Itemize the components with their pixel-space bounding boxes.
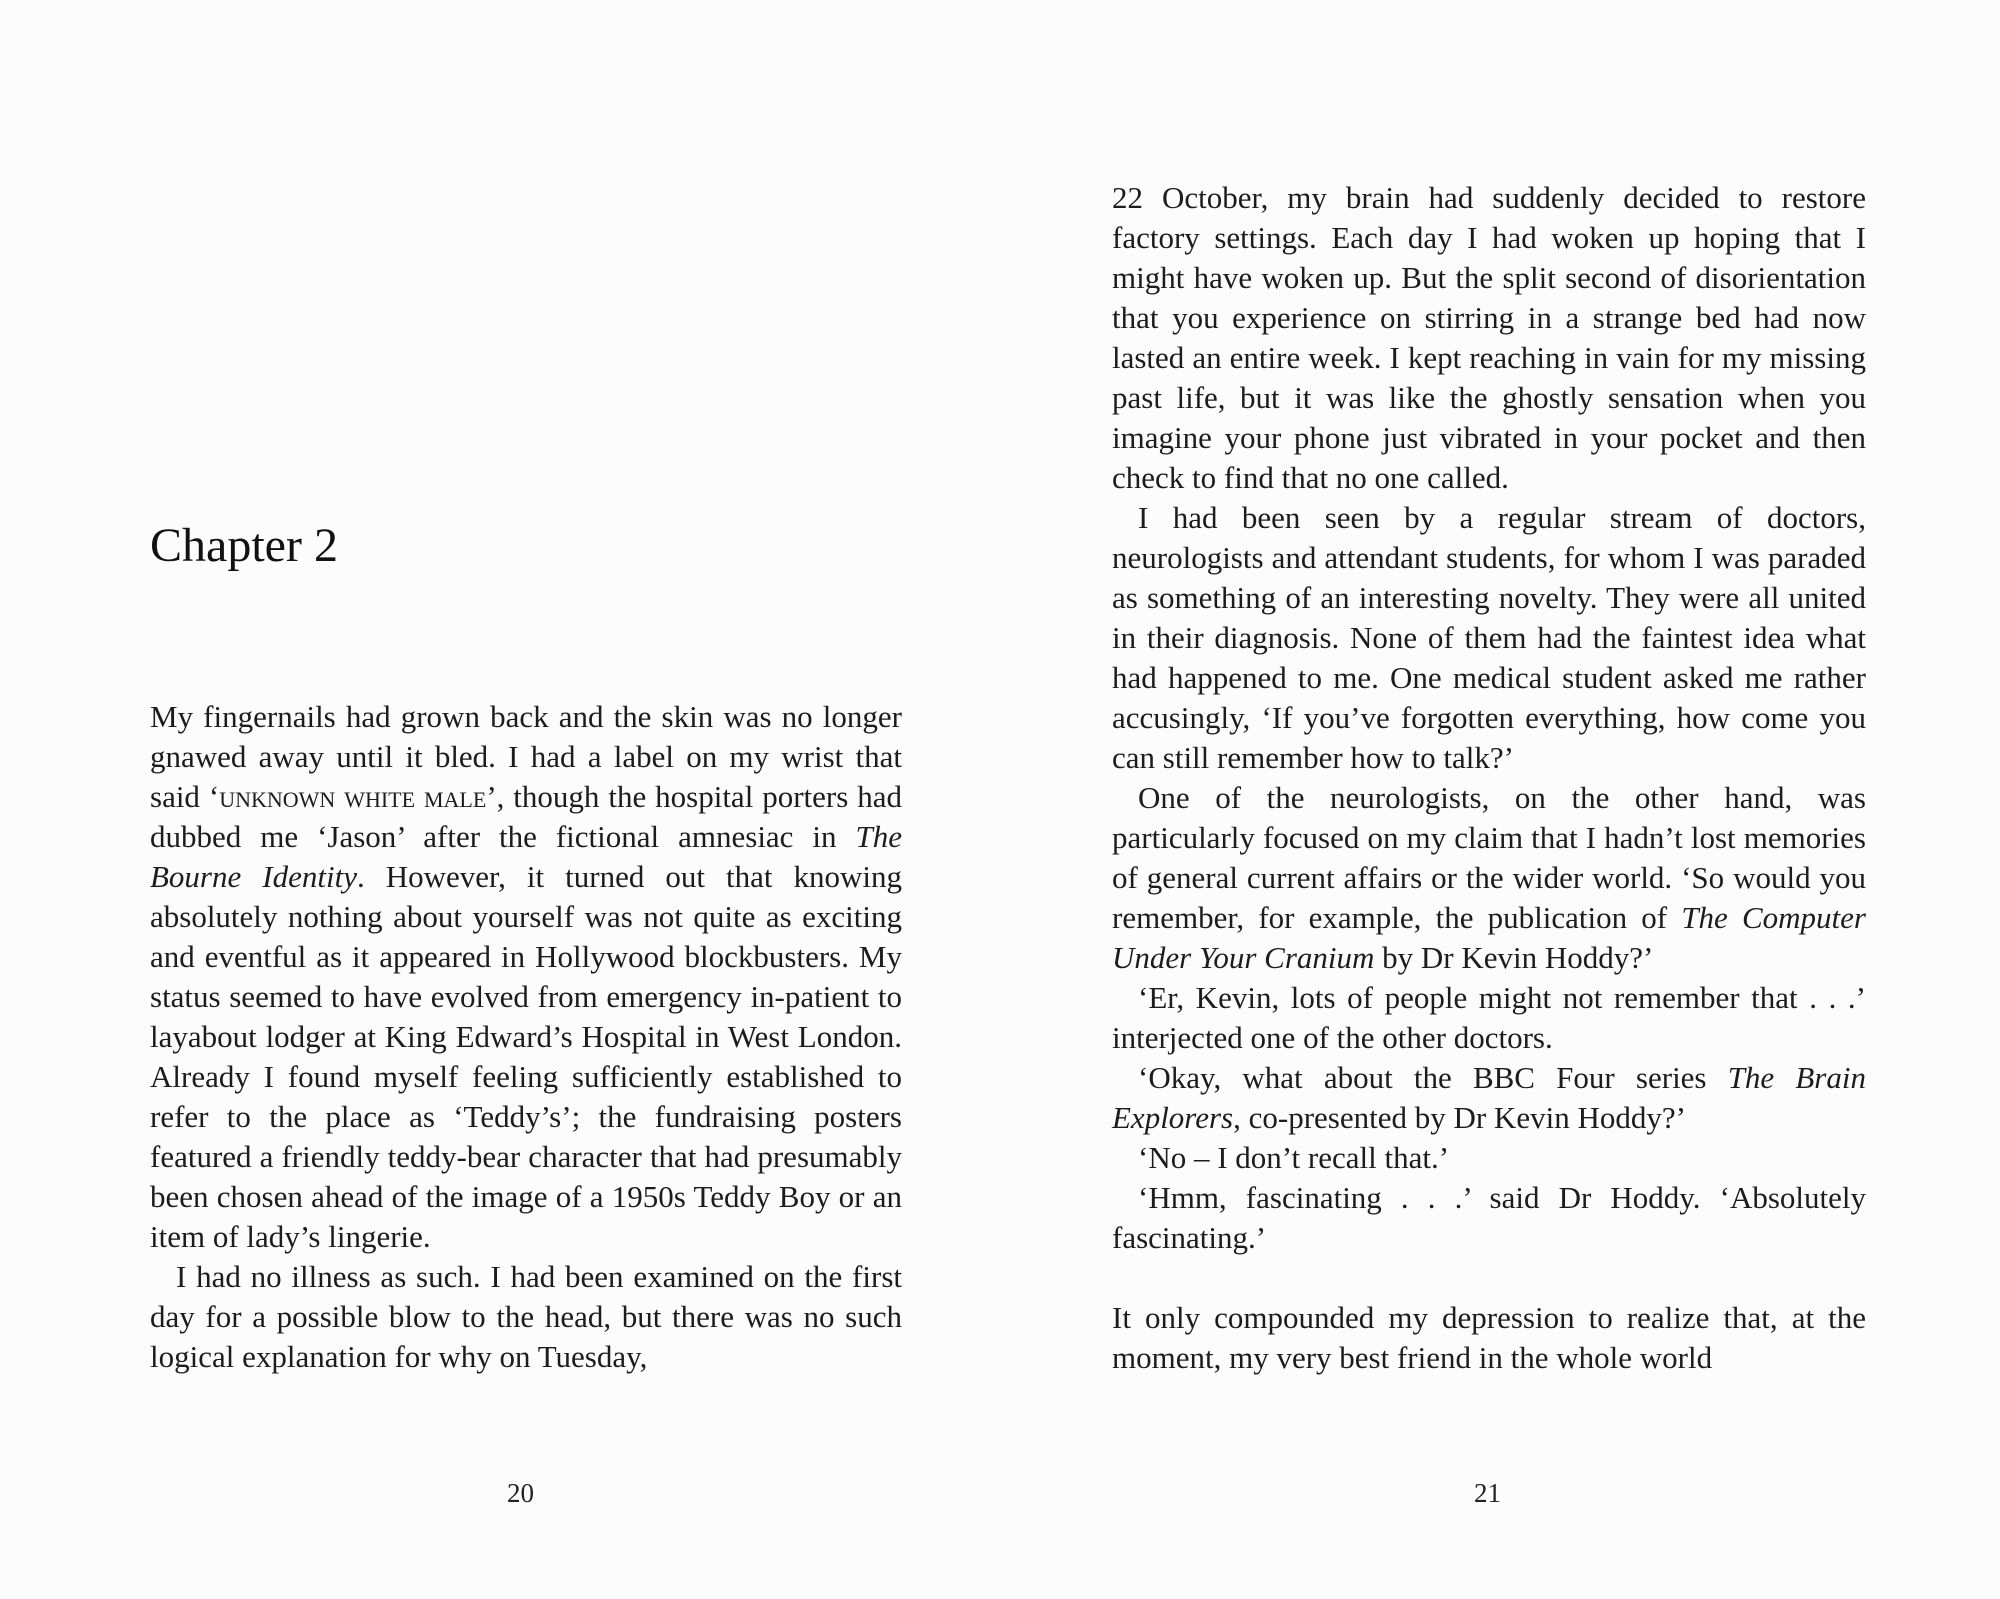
- paragraph: ‘No – I don’t recall that.’: [1138, 1140, 1450, 1175]
- chapter-title: Chapter 2: [150, 519, 338, 572]
- left-page-body: [150, 697, 902, 1377]
- paragraph: My fingernails had grown back and the skin was no longer gnawed away until it bled. I had a label on my wrist that said ‘unknown white male’, though the hospital porters had dubbed me ‘Jason’ after the fictional amnesiac in The Bourne Identity. However, it turned out that knowing absolutely nothing about yourself was not quite as exciting and eventful as it appeared in Hollywood blockbusters. My status seemed to have evolved from emergency in-patient to layabout lodger at King Edward’s Hospital in West London. Already I found myself feeling sufficiently established to refer to the place as ‘Teddy’s’; the fundraising posters featured a friendly teddy-bear character that had presumably been chosen ahead of the image of a 1950s Teddy Boy or an item of lady’s lingerie.: [150, 699, 902, 1254]
- wrist-label-text: unknown white male: [219, 779, 487, 814]
- paragraph: It only compounded my depression to realize that, at the moment, my very best friend in the whole world: [1112, 1300, 1866, 1375]
- paragraph: 22 October, my brain had suddenly decided to restore factory settings. Each day I had woken up hoping that I might have woken up. But the split second of disorientation that you experience on stirring in a strange bed had now lasted an entire week. I kept reaching in vain for my missing past life, but it was like the ghostly sensation when you imagine your phone just vibrated in your pocket and then check to find that no one called.: [1112, 180, 1866, 495]
- series-title: The Brain Explorers: [1112, 1060, 1866, 1135]
- paragraph: One of the neurologists, on the other hand, was particularly focused on my claim that I hadn’t lost memories of general current affairs or the wider world. ‘So would you remember, for example, the publication of The Computer Under Your Cranium by Dr Kevin Hoddy?’: [1112, 780, 1866, 975]
- right-page: [1000, 0, 2000, 1599]
- paragraph: ‘Okay, what about the BBC Four series The Brain Explorers, co-presented by Dr Kevin Hoddy?’: [1112, 1060, 1866, 1135]
- page-number: 21: [1474, 1478, 1501, 1508]
- book-title: The Bourne Identity: [150, 819, 902, 894]
- paragraph: ‘Hmm, fascinating . . .’ said Dr Hoddy. ‘Absolutely fascinating.’: [1112, 1180, 1866, 1255]
- book-title: The Computer Under Your Cranium: [1112, 900, 1866, 975]
- paragraph: ‘Er, Kevin, lots of people might not remember that . . .’ interjected one of the other doctors.: [1112, 980, 1866, 1055]
- paragraph: I had no illness as such. I had been examined on the first day for a possible blow to the head, but there was no such logical explanation for why on Tuesday,: [150, 1259, 902, 1374]
- paragraph: I had been seen by a regular stream of doctors, neurologists and attendant students, for whom I was paraded as something of an interesting novelty. They were all united in their diagnosis. None of them had the faintest idea what had happened to me. One medical student asked me rather accusingly, ‘If you’ve forgotten everything, how come you can still remember how to talk?’: [1112, 500, 1866, 775]
- right-page-body: [1112, 178, 1866, 1378]
- page-number: 20: [507, 1478, 534, 1508]
